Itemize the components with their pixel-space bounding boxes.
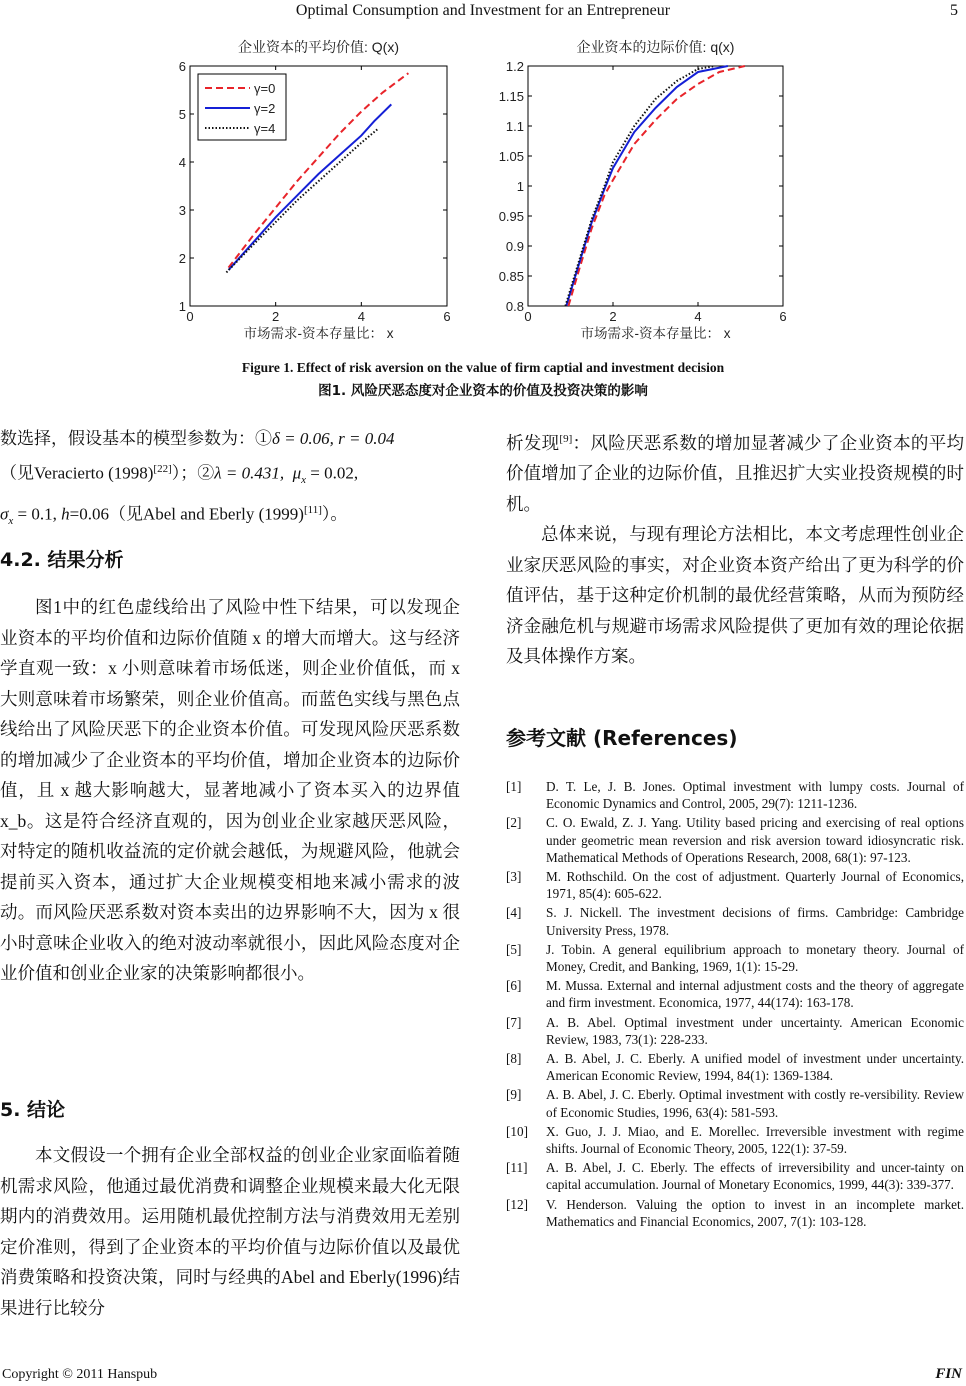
x-tick-label: 0 xyxy=(186,309,194,324)
reference-text: D. T. Le, J. B. Jones. Optimal investment with lumpy costs. Journal of Economic Dynamics and Control, 2005, 29(7): 1211-1236. xyxy=(546,779,964,812)
figure-caption-cn: 图1. 风险厌恶态度对企业资本的价值及投资决策的影响 xyxy=(318,383,648,399)
citation: [22] xyxy=(153,463,172,475)
params-separator: ）；② xyxy=(171,463,215,483)
param-lambda: λ = 0.431, xyxy=(214,463,285,483)
y-tick-label: 4 xyxy=(178,155,186,170)
y-tick-label: 0.9 xyxy=(505,239,524,254)
paragraph-start: 析发现 xyxy=(506,432,560,453)
reference-text: M. Rothschild. On the cost of adjustment. Quarterly Journal of Economics, 1971, 85(4): 605-622. xyxy=(546,869,964,902)
x-axis-label: 市场需求-资本存量比： x xyxy=(243,326,394,341)
reference-number: [4] xyxy=(506,905,522,921)
params-source-1: （见Veracierto (1998) xyxy=(0,463,154,483)
chart-marginal-value xyxy=(480,38,790,350)
x-tick-label: 2 xyxy=(609,309,617,324)
reference-number: [12] xyxy=(506,1196,528,1212)
reference-text: J. Tobin. A general equilibrium approach to monetary theory. Journal of Money, Credit, and Banking, 1969, 1(1): 15-29. xyxy=(546,941,964,975)
reference-text: S. J. Nickell. The investment decisions of firms. Cambridge: Cambridge University Press, 1978. xyxy=(546,905,964,938)
conclusion-continued xyxy=(506,424,964,672)
y-tick-label: 1 xyxy=(178,299,186,314)
reference-item xyxy=(506,904,964,938)
reference-number: [10] xyxy=(506,1123,528,1139)
legend-label: γ=2 xyxy=(254,101,276,116)
paragraph: 本文假设一个拥有企业全部权益的创业企业家面临着随机需求风险，他通过最优消费和调整企业规模来最大化无限期内的消费效用。运用随机最优控制方法与消费效用无差别定价准则，得到了企业资本的平均价值与边际价值以及最优消费策略和投资决策，同时与经典的Abel and Eberly(1996)结果进行比较分 xyxy=(0,1145,460,1318)
reference-text: A. B. Abel, J. C. Eberly. The effects of irreversibility and uncer-tainty on capital accumulation. Journal of Monetary Economics, 1999, 44(3): 339-377. xyxy=(546,1160,964,1193)
figure-caption-en: Figure 1. Effect of risk aversion on the value of firm captial and investment decision xyxy=(241,360,725,375)
reference-number: [6] xyxy=(506,978,522,994)
reference-item xyxy=(506,1196,964,1230)
x-tick-label: 2 xyxy=(272,309,280,324)
chart-average-value xyxy=(160,38,470,350)
model-parameters xyxy=(0,424,462,536)
journal-abbrev: FIN xyxy=(935,1366,962,1382)
y-tick-label: 5 xyxy=(178,107,186,122)
x-tick-label: 4 xyxy=(694,309,702,324)
param-mu-sub: x xyxy=(301,474,307,487)
reference-number: [11] xyxy=(506,1160,528,1176)
legend-label: γ=0 xyxy=(254,81,276,96)
reference-item xyxy=(506,1086,964,1120)
reference-number: [1] xyxy=(506,779,522,794)
reference-text: A. B. Abel, J. C. Eberly. A unified model of investment under uncertainty. American Economic Review, 1994, 84(1): 1369-1384. xyxy=(546,1051,964,1084)
citation: [9] xyxy=(559,433,573,445)
paragraph: 图1中的红色虚线给出了风险中性下结果，可以发现企业资本的平均价值和边际价值随 x 的增大而增大。这与经济学直观一致：x 小则意味着市场低迷，则企业价值低，而 x 大则意味着市场繁荣，则企业价值高。而蓝色实线与黑色点线给出了风险厌恶下的企业资本价值。可发现风险厌恶系数的增加减少了企业资本的平均价值，增加企业资本的边际价值，且 x 越大影响越大，显著地减小了资本买入的边界值 x_b。这是符合经济直观的，因为创业企业家越厌恶风险，对特定的随机收益流的定价就会越低，为规避风险，他就会提前买入资本，通过扩大企业规模变相地来减小需求的波动。而风险厌恶系数对资本卖出的边界影响不大，因为 x 很小时意味企业收入的绝对波动率就很小，因此风险态度对企业价值和创业企业家的决策影响都很小。 xyxy=(0,597,460,983)
reference-item xyxy=(506,778,964,812)
section-4-2-body xyxy=(0,592,460,989)
reference-number: [7] xyxy=(506,1014,522,1030)
running-title: Optimal Consumption and Investment for an Entrepreneur xyxy=(295,2,671,19)
reference-text: A. B. Abel, J. C. Eberly. Optimal investment with costly re-versibility. Review of Economic Studies, 1996, 63(4): 581-593. xyxy=(546,1087,964,1120)
reference-item xyxy=(506,977,964,1011)
reference-number: [2] xyxy=(506,815,522,831)
param-mu: μ xyxy=(292,463,302,483)
y-tick-label: 1.1 xyxy=(505,119,524,134)
y-tick-label: 1 xyxy=(516,179,524,194)
param-r: r = 0.04 xyxy=(338,429,395,448)
section-heading-5: 5. 结论 xyxy=(0,1099,66,1121)
reference-item xyxy=(506,1123,964,1157)
x-axis-label: 市场需求-资本存量比： x xyxy=(580,326,731,341)
reference-text: M. Mussa. External and internal adjustment costs and the theory of aggregate and firm investment. Economica, 1977, 44(174): 163-178. xyxy=(546,978,964,1011)
y-tick-label: 1.15 xyxy=(498,89,524,104)
copyright: Copyright © 2011 Hanspub xyxy=(2,1367,158,1382)
citation: [11] xyxy=(303,504,322,517)
plot-area xyxy=(528,66,783,306)
reference-text: C. O. Ewald, Z. J. Yang. Utility based pricing and exercising of real options under geometric mean reversion and risk aversion toward idiosyncratic risk. Mathematical Methods of Operations Research, 2008, 68(1): 97-123. xyxy=(546,815,964,865)
reference-item xyxy=(506,941,964,975)
legend-label: γ=4 xyxy=(254,121,276,136)
reference-item xyxy=(506,1050,964,1084)
param-sigma-value: = 0.1, xyxy=(13,504,57,524)
page-number: 5 xyxy=(950,2,958,19)
reference-number: [5] xyxy=(506,941,522,957)
x-tick-label: 6 xyxy=(443,309,451,324)
y-tick-label: 6 xyxy=(178,59,186,74)
reference-item xyxy=(506,1014,964,1048)
params-intro: 数选择，假设基本的模型参数为：① xyxy=(0,429,272,448)
chart-title: 企业资本的边际价值: q(x) xyxy=(576,39,735,55)
paragraph: ：风险厌恶系数的增加显著减少了企业资本的平均价值增加了企业的边际价值，且推迟扩大实业投资规模的时机。 xyxy=(506,432,964,514)
y-tick-label: 1.05 xyxy=(498,149,524,164)
x-tick-label: 4 xyxy=(357,309,365,324)
reference-item xyxy=(506,868,964,902)
y-tick-label: 0.95 xyxy=(498,209,524,224)
paragraph: 总体来说，与现有理论方法相比，本文考虑理性创业企业家厌恶风险的事实，对企业资本资产给出了更为科学的价值评估，基于这种定价机制的最优经营策略，从而为预防经济金融危机与规避市场需求风险提供了更加有效的理论依据及具体操作方案。 xyxy=(506,524,964,667)
reference-item xyxy=(506,814,964,866)
chart-title: 企业资本的平均价值: Q(x) xyxy=(238,39,399,55)
reference-number: [9] xyxy=(506,1087,522,1103)
y-tick-label: 0.85 xyxy=(498,269,524,284)
param-h: h xyxy=(61,504,70,524)
section-heading-4-2: 4.2. 结果分析 xyxy=(0,549,124,571)
section-5-body xyxy=(0,1140,460,1323)
y-tick-label: 3 xyxy=(178,203,186,218)
reference-text: X. Guo, J. J. Miao, and E. Morellec. Irreversible investment with regime shifts. Journal of Economic Theory, 2005, 122(1): 37-59. xyxy=(546,1123,964,1157)
reference-text: A. B. Abel. Optimal investment under uncertainty. American Economic Review, 1983, 73(1): 228-233. xyxy=(546,1014,964,1047)
param-h-value: =0.06（见Abel and Eberly (1999) xyxy=(69,504,304,524)
x-tick-label: 6 xyxy=(779,309,787,324)
references-heading: 参考文献 (References) xyxy=(506,726,738,750)
param-delta: δ = 0.06, xyxy=(272,429,334,448)
reference-list xyxy=(506,778,964,1232)
reference-number: [3] xyxy=(506,869,522,885)
reference-number: [8] xyxy=(506,1051,522,1067)
params-end: ）。 xyxy=(321,504,348,524)
y-tick-label: 2 xyxy=(178,251,186,266)
param-mu-value: = 0.02, xyxy=(306,463,359,483)
param-sigma: σ xyxy=(0,504,9,524)
param-sigma-sub: x xyxy=(8,515,14,528)
y-tick-label: 1.2 xyxy=(505,59,524,74)
reference-item xyxy=(506,1159,964,1193)
reference-text: V. Henderson. Valuing the option to invest in an incomplete market. Mathematics and Financial Economics, 2007, 7(1): 103-128. xyxy=(546,1196,964,1229)
x-tick-label: 0 xyxy=(524,309,532,324)
y-tick-label: 0.8 xyxy=(505,299,524,314)
